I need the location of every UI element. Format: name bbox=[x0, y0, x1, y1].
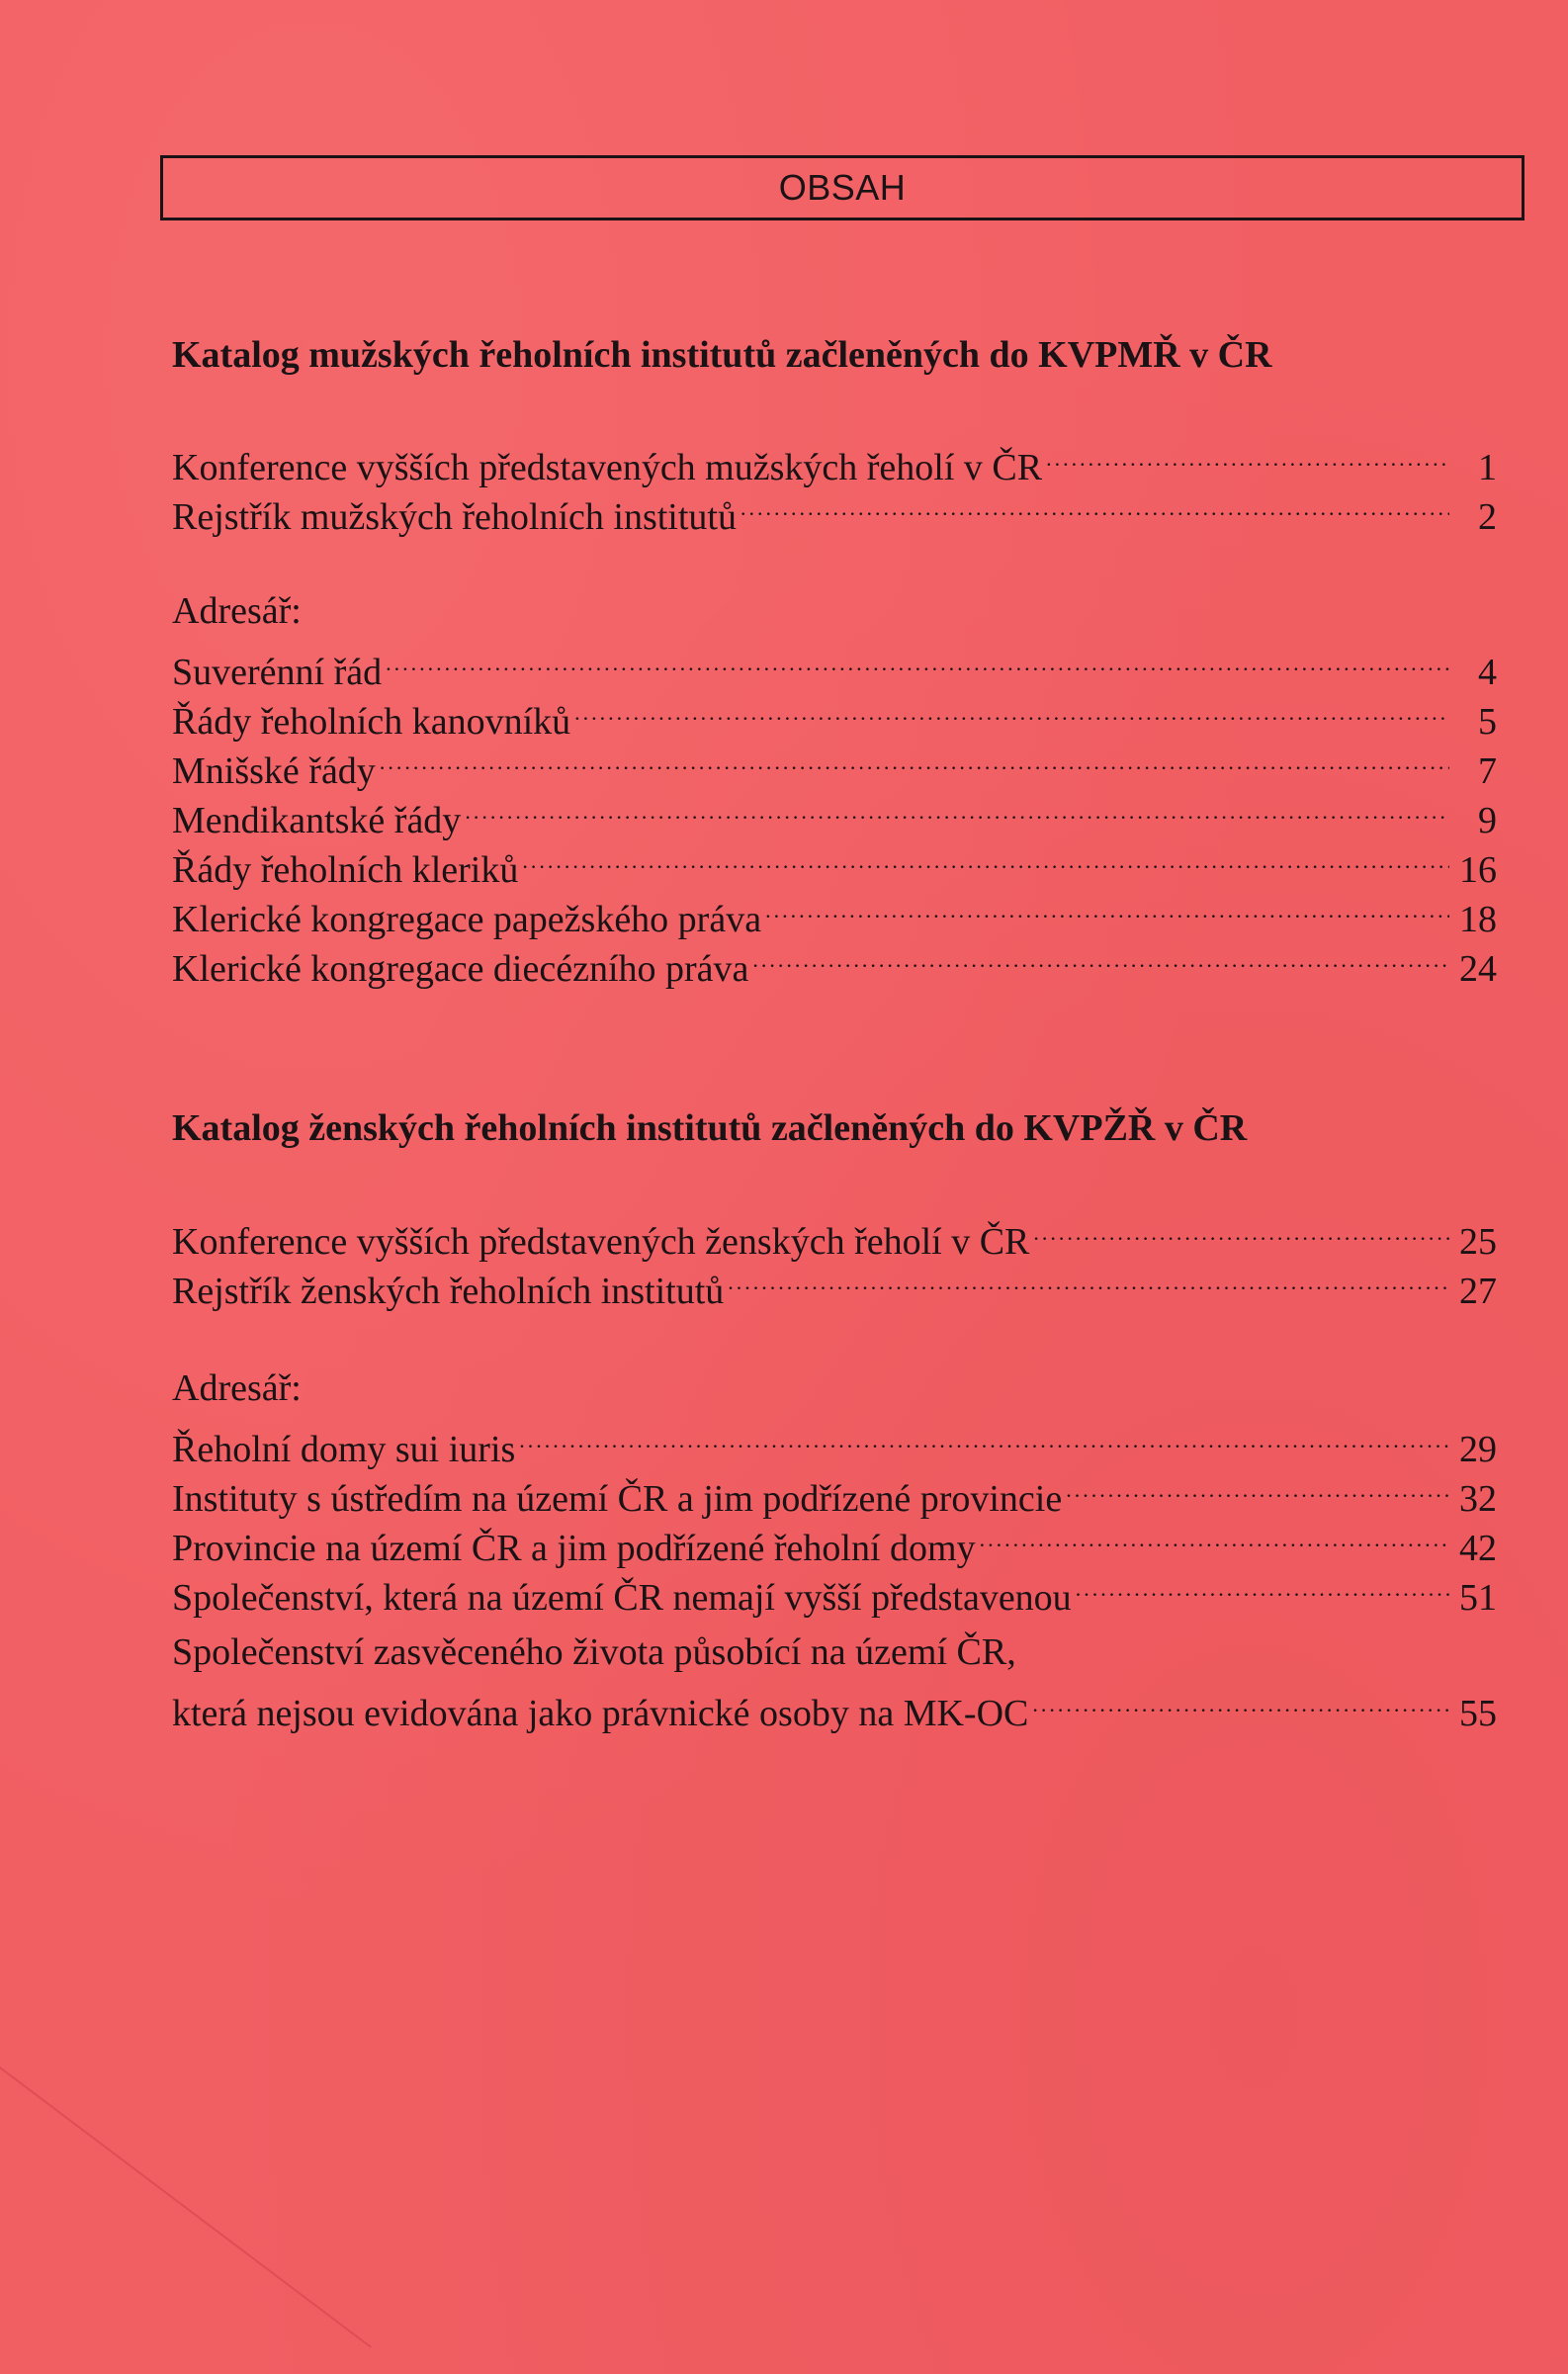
section-heading-men: Katalog mužských řeholních institutů začleněných do KVPMŘ v ČR bbox=[172, 334, 1272, 376]
leader-dots bbox=[386, 637, 1449, 684]
toc-entry-page: 5 bbox=[1478, 701, 1497, 743]
leader-dots bbox=[380, 736, 1449, 783]
toc-entry-text: Řeholní domy sui iuris bbox=[172, 1429, 516, 1470]
leader-dots bbox=[980, 1513, 1449, 1560]
leader-dots bbox=[752, 933, 1449, 981]
leader-dots bbox=[740, 482, 1449, 529]
toc-entry-text: Provincie na území ČR a jim podřízené řeholní domy bbox=[172, 1528, 976, 1569]
leader-dots bbox=[1032, 1678, 1449, 1725]
toc-title-box bbox=[160, 155, 1524, 220]
table-of-contents bbox=[160, 155, 1524, 1734]
toc-entry-text: Rejstřík ženských řeholních institutů bbox=[172, 1271, 725, 1312]
toc-entry-text: Konference vyšších představených mužských řeholí v ČR bbox=[172, 447, 1043, 488]
toc-entry-multiline-first[interactable]: Společenství zasvěceného života působící na území ČR, bbox=[172, 1631, 1016, 1673]
toc-entry-page: 32 bbox=[1459, 1478, 1497, 1520]
directory-label: Adresář: bbox=[172, 1367, 302, 1409]
toc-entry[interactable] bbox=[172, 1678, 1497, 1737]
toc-entry-page: 18 bbox=[1459, 899, 1497, 940]
directory-label: Adresář: bbox=[172, 590, 302, 632]
toc-entry[interactable] bbox=[172, 1562, 1497, 1622]
toc-entry-page: 24 bbox=[1459, 948, 1497, 990]
toc-entry[interactable] bbox=[172, 1256, 1497, 1315]
leader-dots bbox=[574, 686, 1449, 734]
toc-entry-text: Mendikantské řády bbox=[172, 800, 462, 841]
leader-dots bbox=[1076, 1562, 1449, 1610]
toc-entry-page: 27 bbox=[1459, 1271, 1497, 1312]
toc-entry-text: která nejsou evidována jako právnické osoby na MK-OC bbox=[172, 1693, 1029, 1734]
toc-entry-text: Klerické kongregace papežského práva bbox=[172, 899, 762, 940]
toc-entry-text: Instituty s ústředím na území ČR a jim podřízené provincie bbox=[172, 1478, 1063, 1520]
toc-entry-text: Společenství, která na území ČR nemají vyšší představenou bbox=[172, 1577, 1072, 1619]
toc-entry-page: 42 bbox=[1459, 1528, 1497, 1569]
toc-entry-page: 25 bbox=[1459, 1221, 1497, 1263]
leader-dots bbox=[1046, 432, 1449, 480]
toc-entry-page: 7 bbox=[1478, 750, 1497, 792]
toc-entry-page: 1 bbox=[1478, 447, 1497, 488]
toc-entry-page: 29 bbox=[1459, 1429, 1497, 1470]
toc-entry-text: Řády řeholních kanovníků bbox=[172, 701, 571, 743]
toc-entry-text: Mnišské řády bbox=[172, 750, 376, 792]
toc-entry-text: Suverénní řád bbox=[172, 652, 383, 693]
leader-dots bbox=[728, 1256, 1449, 1303]
leader-dots bbox=[1033, 1206, 1449, 1254]
toc-title: OBSAH bbox=[778, 167, 907, 208]
toc-entry-text: Klerické kongregace diecézního práva bbox=[172, 948, 749, 990]
toc-entry-text: Rejstřík mužských řeholních institutů bbox=[172, 496, 737, 538]
leader-dots bbox=[519, 1414, 1449, 1461]
leader-dots bbox=[765, 884, 1449, 931]
toc-entry-text: Řády řeholních kleriků bbox=[172, 849, 519, 891]
toc-entry[interactable] bbox=[172, 933, 1497, 993]
toc-entry-page: 4 bbox=[1478, 652, 1497, 693]
toc-entry-page: 51 bbox=[1459, 1577, 1497, 1619]
leader-dots bbox=[465, 785, 1449, 833]
toc-entry-text: Konference vyšších představených ženských řeholí v ČR bbox=[172, 1221, 1030, 1263]
section-heading-women: Katalog ženských řeholních institutů začleněných do KVPŽŘ v ČR bbox=[172, 1107, 1248, 1149]
toc-entry-page: 55 bbox=[1459, 1693, 1497, 1734]
toc-entry-page: 9 bbox=[1478, 800, 1497, 841]
toc-entry-page: 2 bbox=[1478, 496, 1497, 538]
toc-entry[interactable] bbox=[172, 482, 1497, 541]
leader-dots bbox=[522, 835, 1449, 882]
toc-entry-page: 16 bbox=[1459, 849, 1497, 891]
leader-dots bbox=[1066, 1463, 1449, 1511]
